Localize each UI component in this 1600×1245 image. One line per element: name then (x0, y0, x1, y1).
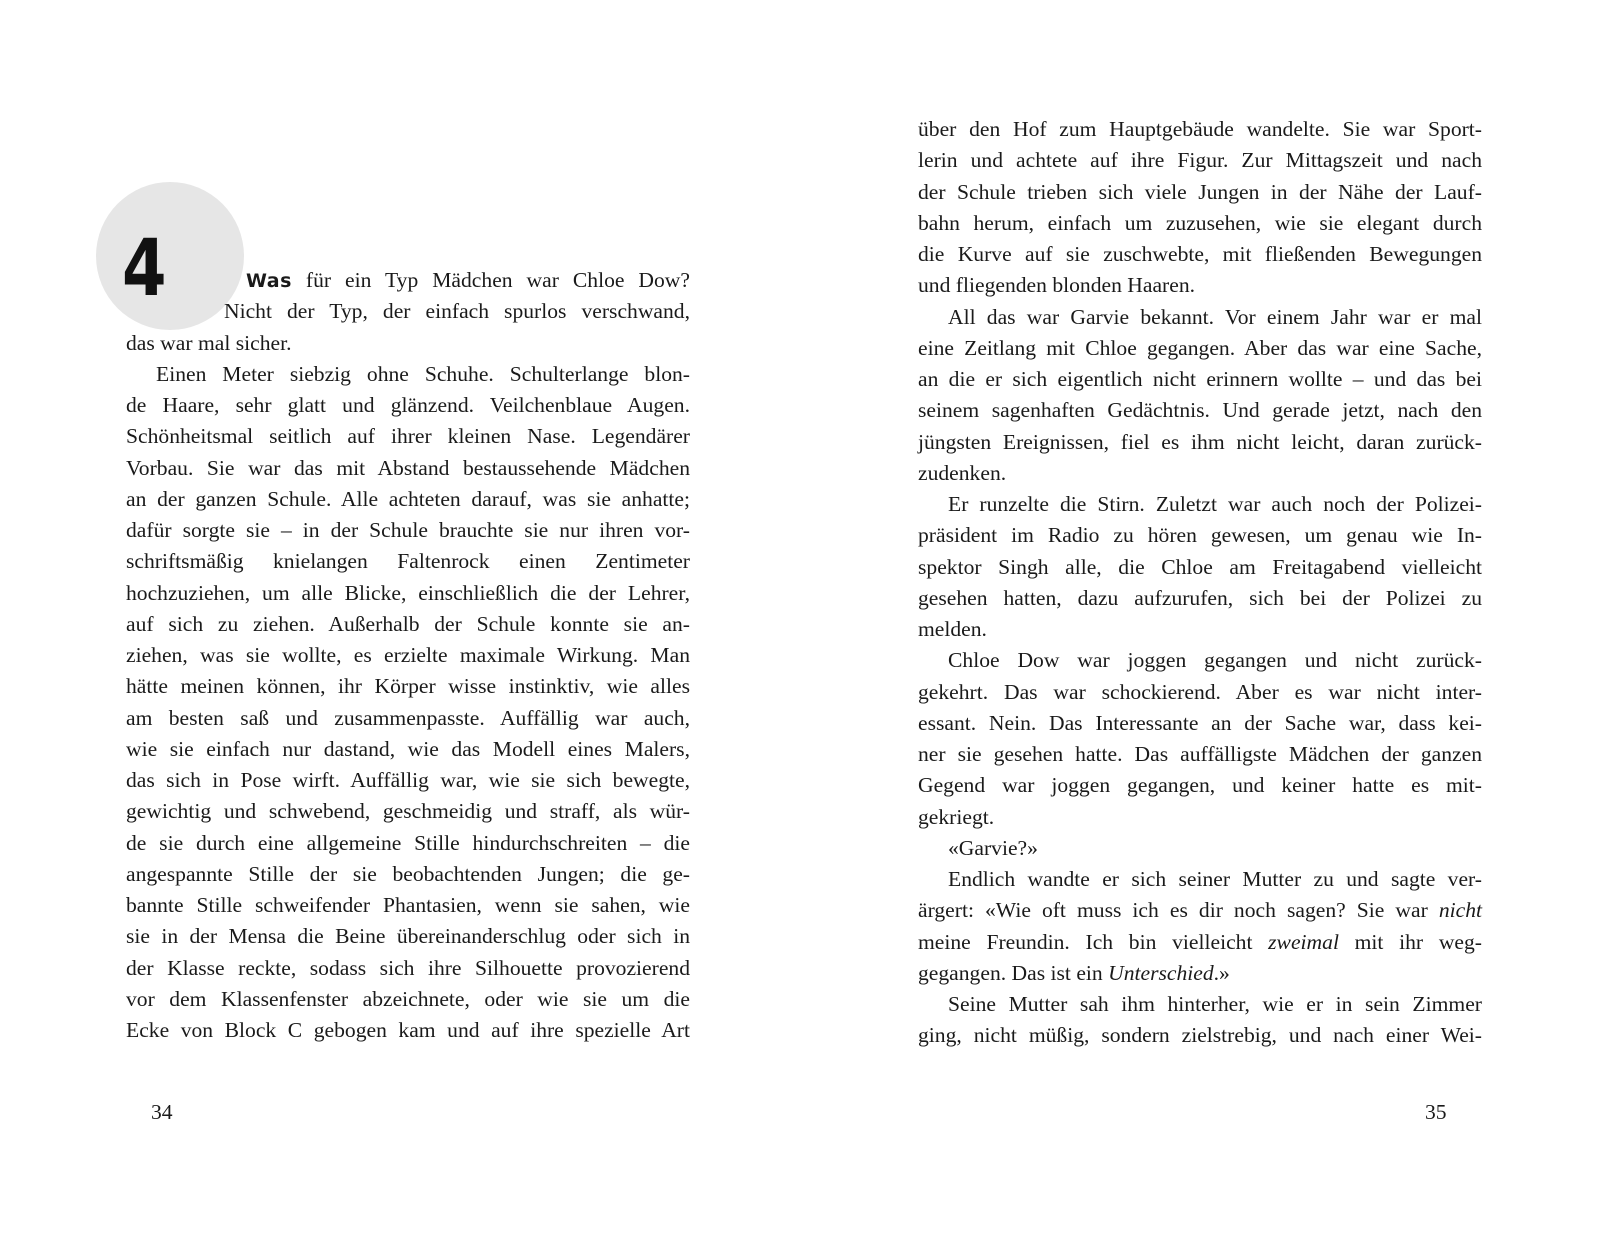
text-line: lerin und achtete auf ihre Figur. Zur Mittagszeit und nach (918, 148, 1482, 173)
text-line: Gegend war joggen gegangen, und keiner hatte es mit- (918, 773, 1482, 798)
text-line: präsident im Radio zu hören gewesen, um genau wie In- (918, 523, 1482, 548)
chapter-lead-word: Was (246, 270, 292, 292)
text-line: melden. (918, 617, 987, 641)
right-page-text (918, 114, 1482, 1052)
text-line: am besten saß und zusammenpasste. Auffällig war auch, (126, 705, 690, 730)
text-line: ging, nicht müßig, sondern zielstrebig, und nach einer Wei- (918, 1023, 1482, 1048)
text-line: die Kurve auf sie zuschwebte, mit fließenden Bewegungen (918, 242, 1482, 266)
text-line: vor dem Klassenfenster abzeichnete, oder wie sie um die (126, 986, 690, 1011)
text-line: Schönheitsmal seitlich auf ihrer kleinen Nase. Legendärer (126, 424, 690, 449)
text-line: gewichtig und schwebend, geschmeidig und straff, als wür- (126, 799, 690, 824)
text-line: ner sie gesehen hatte. Das auffälligste Mädchen der ganzen (918, 742, 1482, 766)
text-line: jüngsten Ereignissen, fiel es ihm nicht leicht, daran zurück- (918, 429, 1482, 454)
text-line: das war mal sicher. (126, 330, 292, 355)
page-number: 35 (1425, 1100, 1447, 1124)
text-line: Seine Mutter sah ihm hinterher, wie er in sein Zimmer (948, 992, 1482, 1016)
text-line: gekriegt. (918, 804, 995, 829)
text-line: angespannte Stille der sie beobachtenden Jungen; die ge- (126, 861, 690, 886)
chapter-number: 4 (122, 224, 167, 314)
text-line: meine Freundin. Ich bin vielleicht zweimal mit ihr weg- (918, 929, 1482, 954)
text-line: Einen Meter siebzig ohne Schuhe. Schulterlange blon- (156, 361, 690, 386)
text-line: der Klasse reckte, sodass sich ihre Silhouette provozierend (126, 955, 690, 980)
text-line: über den Hof zum Hauptgebäude wandelte. Sie war Sport- (918, 117, 1482, 141)
text-line: de Haare, sehr glatt und glänzend. Veilchenblaue Augen. (126, 393, 690, 417)
text-line: hochzuziehen, um alle Blicke, einschließlich die der Lehrer, (126, 580, 690, 605)
text-line: auf sich zu ziehen. Außerhalb der Schule konnte sie an- (126, 611, 690, 636)
text-line: spektor Singh alle, die Chloe am Freitagabend vielleicht (918, 554, 1482, 579)
left-page-text (126, 265, 690, 1046)
text-line: wie sie einfach nur dastand, wie das Modell eines Malers, (126, 736, 690, 761)
text-line: an der ganzen Schule. Alle achteten darauf, was sie anhatte; (126, 486, 690, 511)
text-line: dafür sorgte sie – in der Schule brauchte sie nur ihren vor- (126, 518, 690, 542)
text-line: gesehen hatten, dazu aufzurufen, sich bei der Polizei zu (918, 585, 1482, 610)
text-line: All das war Garvie bekannt. Vor einem Jahr war er mal (948, 304, 1482, 329)
text-line: sie in der Mensa die Beine übereinanderschlug oder sich in (126, 924, 690, 949)
text-line: bannte Stille schweifender Phantasien, wenn sie sahen, wie (126, 893, 690, 917)
text-line: zudenken. (918, 460, 1007, 485)
text-line: schriftsmäßig knielangen Faltenrock einen Zentimeter (126, 549, 690, 574)
text-line: hätte meinen können, ihr Körper wisse instinktiv, wie alles (126, 674, 690, 699)
text-line: gekehrt. Das war schockierend. Aber es war nicht inter- (918, 679, 1482, 704)
text-line: an die er sich eigentlich nicht erinnern wollte – und das bei (918, 367, 1482, 391)
text-line: der Schule trieben sich viele Jungen in der Nähe der Lauf- (918, 179, 1482, 204)
text-line: eine Zeitlang mit Chloe gegangen. Aber das war eine Sache, (918, 335, 1482, 360)
text-line: Vorbau. Sie war das mit Abstand bestaussehende Mädchen (126, 455, 690, 480)
text-line: «Garvie?» (948, 835, 1038, 860)
text-line: Ecke von Block C gebogen kam und auf ihre spezielle Art (126, 1018, 690, 1042)
text-line: und fliegenden blonden Haaren. (918, 273, 1196, 298)
text-line: bahn herum, einfach um zuzusehen, wie sie elegant durch (918, 210, 1482, 235)
text-line: Er runzelte die Stirn. Zuletzt war auch noch der Polizei- (948, 492, 1482, 516)
text-line: essant. Nein. Das Interessante an der Sache war, dass kei- (918, 710, 1482, 735)
text-line: seinem sagenhaften Gedächtnis. Und gerade jetzt, nach den (918, 398, 1482, 423)
text-line: de sie durch eine allgemeine Stille hindurchschreiten – die (126, 830, 690, 855)
text-line: Chloe Dow war joggen gegangen und nicht zurück- (948, 648, 1482, 673)
text-line: Nicht der Typ, der einfach spurlos verschwand, (224, 299, 690, 324)
text-line: gegangen. Das ist ein Unterschied.» (918, 960, 1230, 985)
text-line: Endlich wandte er sich seiner Mutter zu und sagte ver- (948, 867, 1482, 891)
text-line: das sich in Pose wirft. Auffällig war, wie sie sich bewegte, (126, 768, 690, 792)
text-line: ziehen, was sie wollte, es erzielte maximale Wirkung. Man (126, 643, 690, 667)
text-line: Was für ein Typ Mädchen war Chloe Dow? (246, 268, 690, 292)
page-number: 34 (151, 1100, 173, 1124)
text-line: ärgert: «Wie oft muss ich es dir noch sagen? Sie war nicht (918, 898, 1482, 923)
